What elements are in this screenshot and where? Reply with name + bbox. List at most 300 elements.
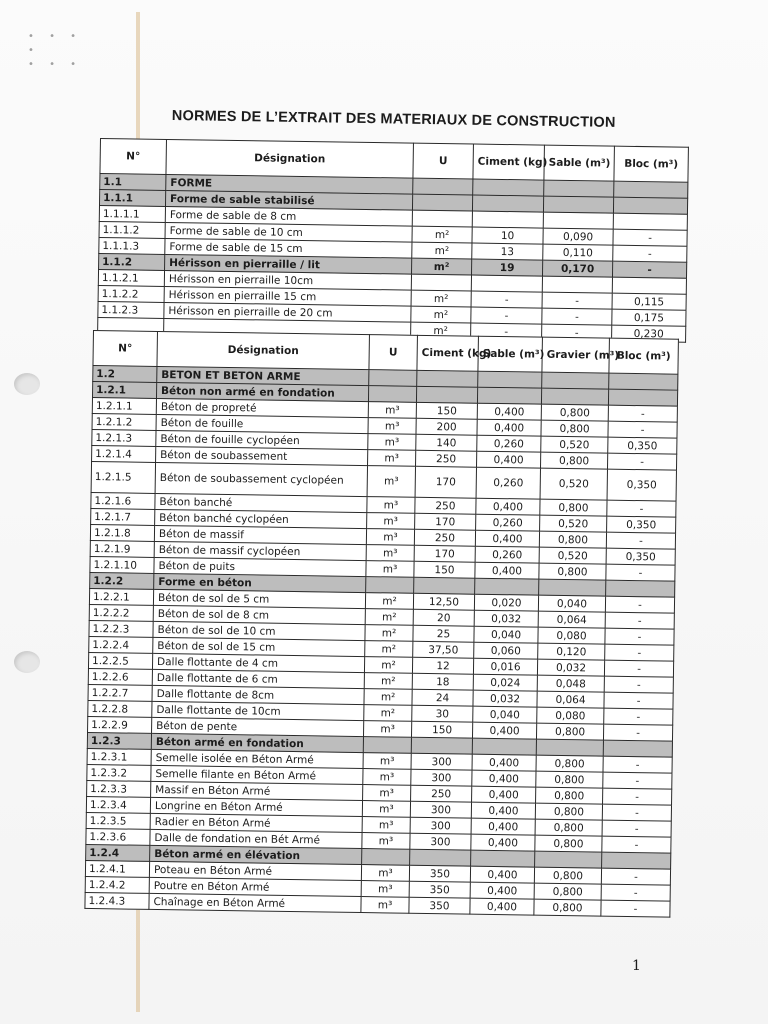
value-cell bbox=[614, 181, 688, 198]
value-cell: - bbox=[602, 836, 671, 853]
value-cell: 0,400 bbox=[477, 451, 541, 468]
value-cell bbox=[609, 373, 678, 390]
value-cell: 0,400 bbox=[472, 786, 536, 803]
value-cell: m² bbox=[364, 689, 412, 706]
value-cell bbox=[613, 213, 687, 230]
item-number-cell: 1.2.1.1 bbox=[92, 398, 156, 415]
value-cell: m³ bbox=[362, 801, 410, 818]
value-cell: 0,800 bbox=[536, 755, 603, 772]
designation-cell: Radier en Béton Armé bbox=[150, 813, 362, 832]
column-header: N° bbox=[93, 331, 158, 367]
value-cell: - bbox=[542, 324, 612, 341]
value-cell bbox=[542, 276, 612, 293]
designation-cell: Poteau en Béton Armé bbox=[149, 861, 361, 880]
value-cell bbox=[536, 739, 603, 756]
value-cell: 0,048 bbox=[537, 675, 604, 692]
value-cell bbox=[539, 579, 606, 596]
value-cell bbox=[471, 850, 535, 867]
item-number-cell: 1.2.3.6 bbox=[86, 828, 150, 845]
column-header: U bbox=[413, 143, 474, 179]
value-cell: 250 bbox=[414, 529, 475, 546]
value-cell: m³ bbox=[363, 785, 411, 802]
value-cell: 0,800 bbox=[540, 452, 607, 469]
value-cell: 0,400 bbox=[477, 403, 541, 420]
value-cell: 350 bbox=[409, 881, 470, 898]
value-cell: 300 bbox=[411, 753, 472, 770]
value-cell: 350 bbox=[409, 865, 470, 882]
value-cell bbox=[544, 180, 614, 197]
value-cell bbox=[413, 178, 473, 195]
item-number-cell: 1.1.2.1 bbox=[98, 269, 164, 286]
value-cell: 0,032 bbox=[473, 690, 537, 707]
item-number-cell: 1.2.2.1 bbox=[89, 588, 153, 605]
item-number-cell: 1.2.4.2 bbox=[85, 876, 149, 893]
item-number-cell: 1.2.3.2 bbox=[87, 764, 151, 781]
value-cell bbox=[477, 387, 541, 404]
value-cell: 200 bbox=[416, 418, 477, 435]
designation-cell: Longrine en Béton Armé bbox=[150, 797, 362, 816]
page-number: 1 bbox=[632, 958, 641, 974]
item-number-cell: 1.2.1.5 bbox=[91, 461, 155, 493]
column-header: Bloc (m³) bbox=[614, 146, 689, 182]
designation-cell: Dalle flottante de 6 cm bbox=[152, 669, 364, 688]
value-cell: 0,040 bbox=[474, 626, 538, 643]
designation-cell: Dalle flottante de 8cm bbox=[152, 685, 364, 704]
value-cell: - bbox=[612, 261, 686, 278]
value-cell: - bbox=[603, 772, 672, 789]
value-cell: 0,400 bbox=[471, 818, 535, 835]
value-cell bbox=[602, 852, 671, 869]
scan-speckles: • • • • • • • bbox=[28, 31, 83, 70]
value-cell bbox=[473, 179, 544, 196]
value-cell bbox=[417, 370, 478, 387]
value-cell: 0,800 bbox=[534, 899, 601, 916]
value-cell: 0,260 bbox=[477, 435, 541, 452]
value-cell: 0,800 bbox=[535, 819, 602, 836]
value-cell: m³ bbox=[361, 881, 409, 898]
value-cell: - bbox=[471, 323, 542, 340]
designation-cell: Poutre en Béton Armé bbox=[149, 877, 361, 896]
designation-cell: Béton de massif bbox=[154, 525, 366, 544]
value-cell: 0,260 bbox=[476, 467, 540, 499]
value-cell: - bbox=[608, 421, 677, 438]
designation-cell: Hérisson en pierraille 10cm bbox=[164, 270, 411, 290]
item-number-cell: 1.2.3 bbox=[87, 732, 151, 749]
value-cell bbox=[368, 386, 416, 403]
value-cell: 0,020 bbox=[474, 594, 538, 611]
designation-cell: Béton de sol de 15 cm bbox=[153, 637, 365, 656]
value-cell bbox=[543, 212, 613, 229]
value-cell: m³ bbox=[368, 418, 416, 435]
value-cell: m² bbox=[365, 625, 413, 642]
designation-cell: Béton de soubassement bbox=[156, 446, 368, 465]
column-header: Gravier (m³) bbox=[542, 337, 610, 373]
designation-cell: Béton armé en fondation bbox=[151, 733, 363, 752]
value-cell: 0,400 bbox=[476, 498, 540, 515]
value-cell: 0,064 bbox=[538, 611, 605, 628]
item-number-cell: 1.2.2.7 bbox=[88, 684, 152, 701]
value-cell: 170 bbox=[415, 466, 476, 498]
value-cell: 20 bbox=[413, 609, 474, 626]
value-cell bbox=[472, 211, 543, 228]
value-cell: 0,400 bbox=[470, 898, 534, 915]
value-cell: m³ bbox=[361, 865, 409, 882]
item-number-cell: 1.2.4.1 bbox=[85, 860, 149, 877]
value-cell bbox=[542, 372, 609, 389]
designation-cell: Forme de sable stabilisé bbox=[165, 190, 412, 210]
value-cell bbox=[475, 578, 539, 595]
value-cell bbox=[362, 849, 410, 866]
item-number-cell: 1.2.2.2 bbox=[89, 604, 153, 621]
item-number-cell: 1.2.4.3 bbox=[85, 892, 149, 909]
designation-cell: Béton de propreté bbox=[156, 398, 368, 417]
value-cell: 250 bbox=[411, 785, 472, 802]
value-cell: 0,400 bbox=[470, 866, 534, 883]
value-cell: 0,400 bbox=[472, 770, 536, 787]
item-number-cell: 1.2.3.4 bbox=[86, 796, 150, 813]
designation-cell: Béton armé en élévation bbox=[150, 845, 362, 864]
value-cell bbox=[472, 195, 543, 212]
value-cell: m³ bbox=[368, 402, 416, 419]
item-number-cell: 1.1.2.3 bbox=[98, 301, 164, 318]
value-cell: m³ bbox=[363, 769, 411, 786]
value-cell: 0,400 bbox=[471, 802, 535, 819]
value-cell: 0,800 bbox=[541, 404, 608, 421]
value-cell bbox=[541, 388, 608, 405]
value-cell bbox=[416, 386, 477, 403]
item-number-cell: 1.2.1.2 bbox=[92, 413, 156, 430]
value-cell: - bbox=[604, 660, 673, 677]
value-cell: 350 bbox=[409, 897, 470, 914]
designation-cell: Béton de soubassement cyclopéen bbox=[155, 462, 367, 496]
document-title: NORMES DE L’EXTRAIT DES MATERIAUX DE CONSTRUCTION bbox=[171, 108, 616, 131]
value-cell: 0,064 bbox=[537, 691, 604, 708]
value-cell: - bbox=[607, 453, 676, 470]
value-cell: 0,800 bbox=[540, 499, 607, 516]
value-cell: m² bbox=[364, 657, 412, 674]
materials-table-beton bbox=[84, 330, 679, 918]
value-cell: - bbox=[603, 788, 672, 805]
designation-cell: Dalle flottante de 10cm bbox=[152, 701, 364, 720]
item-number-cell: 1.1.1.2 bbox=[99, 221, 165, 238]
value-cell: - bbox=[604, 692, 673, 709]
value-cell: - bbox=[602, 820, 671, 837]
value-cell: 250 bbox=[415, 497, 476, 514]
item-number-cell: 1.2.4 bbox=[86, 844, 150, 861]
value-cell bbox=[543, 196, 613, 213]
value-cell: 0,060 bbox=[474, 642, 538, 659]
designation-cell: Béton de pente bbox=[152, 717, 364, 736]
value-cell: 0,115 bbox=[612, 293, 686, 310]
value-cell: m² bbox=[365, 609, 413, 626]
value-cell bbox=[410, 849, 471, 866]
column-header: Ciment (kg) bbox=[417, 335, 479, 371]
value-cell: 300 bbox=[410, 801, 471, 818]
value-cell: - bbox=[605, 644, 674, 661]
value-cell bbox=[412, 194, 472, 211]
column-header: Désignation bbox=[166, 139, 413, 178]
item-number-cell: 1.2.2.6 bbox=[88, 668, 152, 685]
value-cell: m³ bbox=[366, 529, 414, 546]
designation-cell: BETON ET BETON ARME bbox=[157, 366, 369, 385]
designation-cell: Hérisson en pierraille de 20 cm bbox=[164, 302, 411, 322]
value-cell: - bbox=[605, 612, 674, 629]
value-cell: 0,400 bbox=[475, 530, 539, 547]
value-cell bbox=[363, 737, 411, 754]
value-cell: 0,040 bbox=[538, 595, 605, 612]
value-cell: 12 bbox=[412, 657, 473, 674]
value-cell: - bbox=[605, 596, 674, 613]
value-cell: 0,400 bbox=[471, 834, 535, 851]
designation-cell: Béton de sol de 5 cm bbox=[153, 589, 365, 608]
value-cell: 0,520 bbox=[541, 436, 608, 453]
designation-cell: Forme en béton bbox=[154, 573, 366, 592]
value-cell: 0,800 bbox=[539, 531, 606, 548]
item-number-cell: 1.2.1 bbox=[92, 382, 156, 399]
value-cell: - bbox=[601, 884, 670, 901]
value-cell: 0,230 bbox=[612, 325, 686, 342]
item-number-cell: 1.2 bbox=[93, 366, 157, 383]
value-cell: 0,260 bbox=[476, 514, 540, 531]
value-cell: m³ bbox=[361, 897, 409, 914]
value-cell bbox=[608, 389, 677, 406]
value-cell: m² bbox=[412, 258, 472, 275]
value-cell: 150 bbox=[414, 561, 475, 578]
value-cell: 0,400 bbox=[472, 754, 536, 771]
value-cell: 0,024 bbox=[473, 674, 537, 691]
value-cell: - bbox=[607, 500, 676, 517]
designation-cell: Béton de fouille cyclopéen bbox=[156, 430, 368, 449]
value-cell: 0,260 bbox=[475, 546, 539, 563]
punch-hole-top bbox=[14, 373, 40, 395]
value-cell: 13 bbox=[472, 243, 543, 260]
table-body bbox=[98, 174, 688, 343]
value-cell: m³ bbox=[368, 434, 416, 451]
item-number-cell: 1.2.2.4 bbox=[89, 636, 153, 653]
value-cell: 0,032 bbox=[537, 659, 604, 676]
value-cell bbox=[612, 277, 686, 294]
column-header: Sable (m³) bbox=[544, 145, 615, 181]
column-header: Bloc (m³) bbox=[609, 338, 679, 374]
value-cell: 0,520 bbox=[540, 468, 607, 500]
item-number-cell: 1.2.1.4 bbox=[92, 445, 156, 462]
item-number-cell: 1.2.2.9 bbox=[88, 716, 152, 733]
value-cell: - bbox=[608, 405, 677, 422]
value-cell: m² bbox=[411, 290, 471, 307]
column-header: Ciment (kg) bbox=[473, 144, 545, 180]
item-number-cell: 1.2.1.3 bbox=[92, 429, 156, 446]
designation-cell: Béton de massif cyclopéen bbox=[154, 541, 366, 560]
value-cell: 12,50 bbox=[413, 593, 474, 610]
item-number-cell: 1.2.1.10 bbox=[90, 556, 154, 573]
designation-cell: Massif en Béton Armé bbox=[151, 781, 363, 800]
value-cell: 0,350 bbox=[608, 437, 677, 454]
value-cell: 24 bbox=[412, 689, 473, 706]
value-cell bbox=[472, 738, 536, 755]
value-cell: m² bbox=[364, 673, 412, 690]
designation-cell: Béton non armé en fondation bbox=[156, 382, 368, 401]
value-cell: 0,800 bbox=[534, 867, 601, 884]
value-cell: 0,800 bbox=[539, 563, 606, 580]
value-cell: - bbox=[601, 900, 670, 917]
value-cell: 0,120 bbox=[538, 643, 605, 660]
value-cell: 170 bbox=[414, 545, 475, 562]
designation-cell: Semelle filante en Béton Armé bbox=[151, 765, 363, 784]
value-cell: 300 bbox=[411, 769, 472, 786]
value-cell: 37,50 bbox=[413, 641, 474, 658]
column-header: Désignation bbox=[157, 331, 369, 369]
value-cell: 0,350 bbox=[606, 548, 675, 565]
value-cell: 300 bbox=[410, 833, 471, 850]
value-cell: - bbox=[603, 756, 672, 773]
value-cell: m³ bbox=[362, 833, 410, 850]
item-number-cell: 1.2.2.8 bbox=[88, 700, 152, 717]
value-cell: 0,080 bbox=[538, 627, 605, 644]
value-cell bbox=[411, 274, 471, 291]
value-cell: - bbox=[601, 868, 670, 885]
value-cell: 10 bbox=[472, 227, 543, 244]
table-body bbox=[85, 366, 678, 918]
item-number-cell: 1.1 bbox=[100, 174, 166, 191]
item-number-cell: 1.1.2 bbox=[99, 253, 165, 270]
value-cell: m² bbox=[364, 705, 412, 722]
designation-cell: Semelle isolée en Béton Armé bbox=[151, 749, 363, 768]
item-number-cell: 1.2.3.3 bbox=[87, 780, 151, 797]
value-cell: 0,520 bbox=[539, 547, 606, 564]
item-number-cell: 1.2.1.8 bbox=[90, 524, 154, 541]
value-cell: - bbox=[604, 676, 673, 693]
value-cell: m² bbox=[365, 641, 413, 658]
designation-cell: Dalle flottante de 4 cm bbox=[152, 653, 364, 672]
value-cell: m² bbox=[365, 593, 413, 610]
value-cell: m³ bbox=[367, 497, 415, 514]
value-cell: m² bbox=[411, 306, 471, 323]
item-number-cell: 1.1.1.1 bbox=[99, 205, 165, 222]
value-cell: m² bbox=[412, 242, 472, 259]
value-cell: - bbox=[602, 804, 671, 821]
item-number-cell: 1.2.3.5 bbox=[86, 812, 150, 829]
value-cell: - bbox=[604, 708, 673, 725]
item-number-cell: 1.2.2.3 bbox=[89, 620, 153, 637]
value-cell: - bbox=[605, 628, 674, 645]
value-cell: 0,175 bbox=[612, 309, 686, 326]
value-cell: 0,400 bbox=[470, 882, 534, 899]
value-cell: m³ bbox=[367, 466, 415, 498]
value-cell: 19 bbox=[472, 259, 543, 276]
value-cell: - bbox=[613, 245, 687, 262]
item-number-cell: 1.2.2 bbox=[90, 572, 154, 589]
value-cell bbox=[412, 210, 472, 227]
value-cell: m³ bbox=[367, 513, 415, 530]
value-cell: 0,350 bbox=[607, 516, 676, 533]
value-cell: - bbox=[606, 564, 675, 581]
value-cell: 0,400 bbox=[477, 419, 541, 436]
value-cell bbox=[606, 580, 675, 597]
value-cell: m³ bbox=[363, 721, 411, 738]
designation-cell: Hérisson en pierraille / lit bbox=[165, 254, 412, 274]
value-cell: 0,080 bbox=[537, 707, 604, 724]
value-cell: 0,090 bbox=[543, 228, 613, 245]
value-cell: 0,800 bbox=[535, 835, 602, 852]
value-cell: 0,800 bbox=[534, 883, 601, 900]
value-cell: 150 bbox=[416, 402, 477, 419]
value-cell: 30 bbox=[412, 705, 473, 722]
designation-cell: Béton banché bbox=[155, 493, 367, 512]
item-number-cell: 1.2.3.1 bbox=[87, 748, 151, 765]
item-number-cell: 1.2.1.7 bbox=[91, 508, 155, 525]
value-cell: 170 bbox=[415, 513, 476, 530]
value-cell: m³ bbox=[363, 753, 411, 770]
value-cell: 140 bbox=[416, 434, 477, 451]
designation-cell: Béton banché cyclopéen bbox=[155, 509, 367, 528]
designation-cell: Hérisson en pierraille 15 cm bbox=[164, 286, 411, 306]
designation-cell: Béton de puits bbox=[154, 557, 366, 576]
value-cell: 18 bbox=[412, 673, 473, 690]
designation-cell: Béton de sol de 8 cm bbox=[153, 605, 365, 624]
value-cell: m² bbox=[412, 226, 472, 243]
value-cell: 0,170 bbox=[543, 260, 613, 277]
value-cell bbox=[471, 275, 542, 292]
value-cell: - bbox=[613, 229, 687, 246]
designation-cell: Forme de sable de 10 cm bbox=[165, 222, 412, 242]
item-number-cell: 1.1.1 bbox=[99, 190, 165, 207]
value-cell: 0,800 bbox=[536, 723, 603, 740]
value-cell: m³ bbox=[366, 561, 414, 578]
value-cell: - bbox=[471, 307, 542, 324]
materials-table-forme bbox=[97, 138, 689, 343]
value-cell bbox=[369, 370, 417, 387]
value-cell: 25 bbox=[413, 625, 474, 642]
value-cell bbox=[478, 371, 542, 388]
value-cell: 0,032 bbox=[474, 610, 538, 627]
value-cell: 0,110 bbox=[543, 244, 613, 261]
value-cell: - bbox=[471, 291, 542, 308]
designation-cell: Forme de sable de 8 cm bbox=[165, 206, 412, 226]
column-header: Sable (m³) bbox=[478, 336, 543, 372]
value-cell: 0,350 bbox=[607, 469, 676, 501]
value-cell: 0,400 bbox=[475, 562, 539, 579]
item-number-cell: 1.1.1.3 bbox=[99, 237, 165, 254]
value-cell bbox=[366, 577, 414, 594]
value-cell: 0,800 bbox=[541, 420, 608, 437]
designation-cell: Dalle de fondation en Bét Armé bbox=[150, 829, 362, 848]
value-cell: 0,040 bbox=[473, 706, 537, 723]
value-cell: m³ bbox=[362, 817, 410, 834]
value-cell bbox=[603, 740, 672, 757]
value-cell: - bbox=[603, 724, 672, 741]
value-cell bbox=[613, 197, 687, 214]
value-cell: m³ bbox=[368, 450, 416, 467]
value-cell bbox=[414, 577, 475, 594]
value-cell: - bbox=[542, 292, 612, 309]
item-number-cell: 1.1.2.2 bbox=[98, 285, 164, 302]
punch-hole-bottom bbox=[14, 651, 40, 673]
value-cell: 0,800 bbox=[536, 771, 603, 788]
designation-cell: Béton de fouille bbox=[156, 414, 368, 433]
item-number-cell: 1.2.2.5 bbox=[88, 652, 152, 669]
designation-cell: Forme de sable de 15 cm bbox=[165, 238, 412, 258]
designation-cell: FORME bbox=[166, 174, 413, 194]
value-cell bbox=[411, 737, 472, 754]
value-cell: 150 bbox=[411, 721, 472, 738]
value-cell: 250 bbox=[416, 450, 477, 467]
value-cell: 300 bbox=[410, 817, 471, 834]
column-header: N° bbox=[100, 139, 167, 175]
value-cell: 0,400 bbox=[472, 722, 536, 739]
column-header: U bbox=[369, 335, 418, 371]
value-cell: m² bbox=[411, 322, 471, 339]
value-cell: 0,800 bbox=[535, 803, 602, 820]
